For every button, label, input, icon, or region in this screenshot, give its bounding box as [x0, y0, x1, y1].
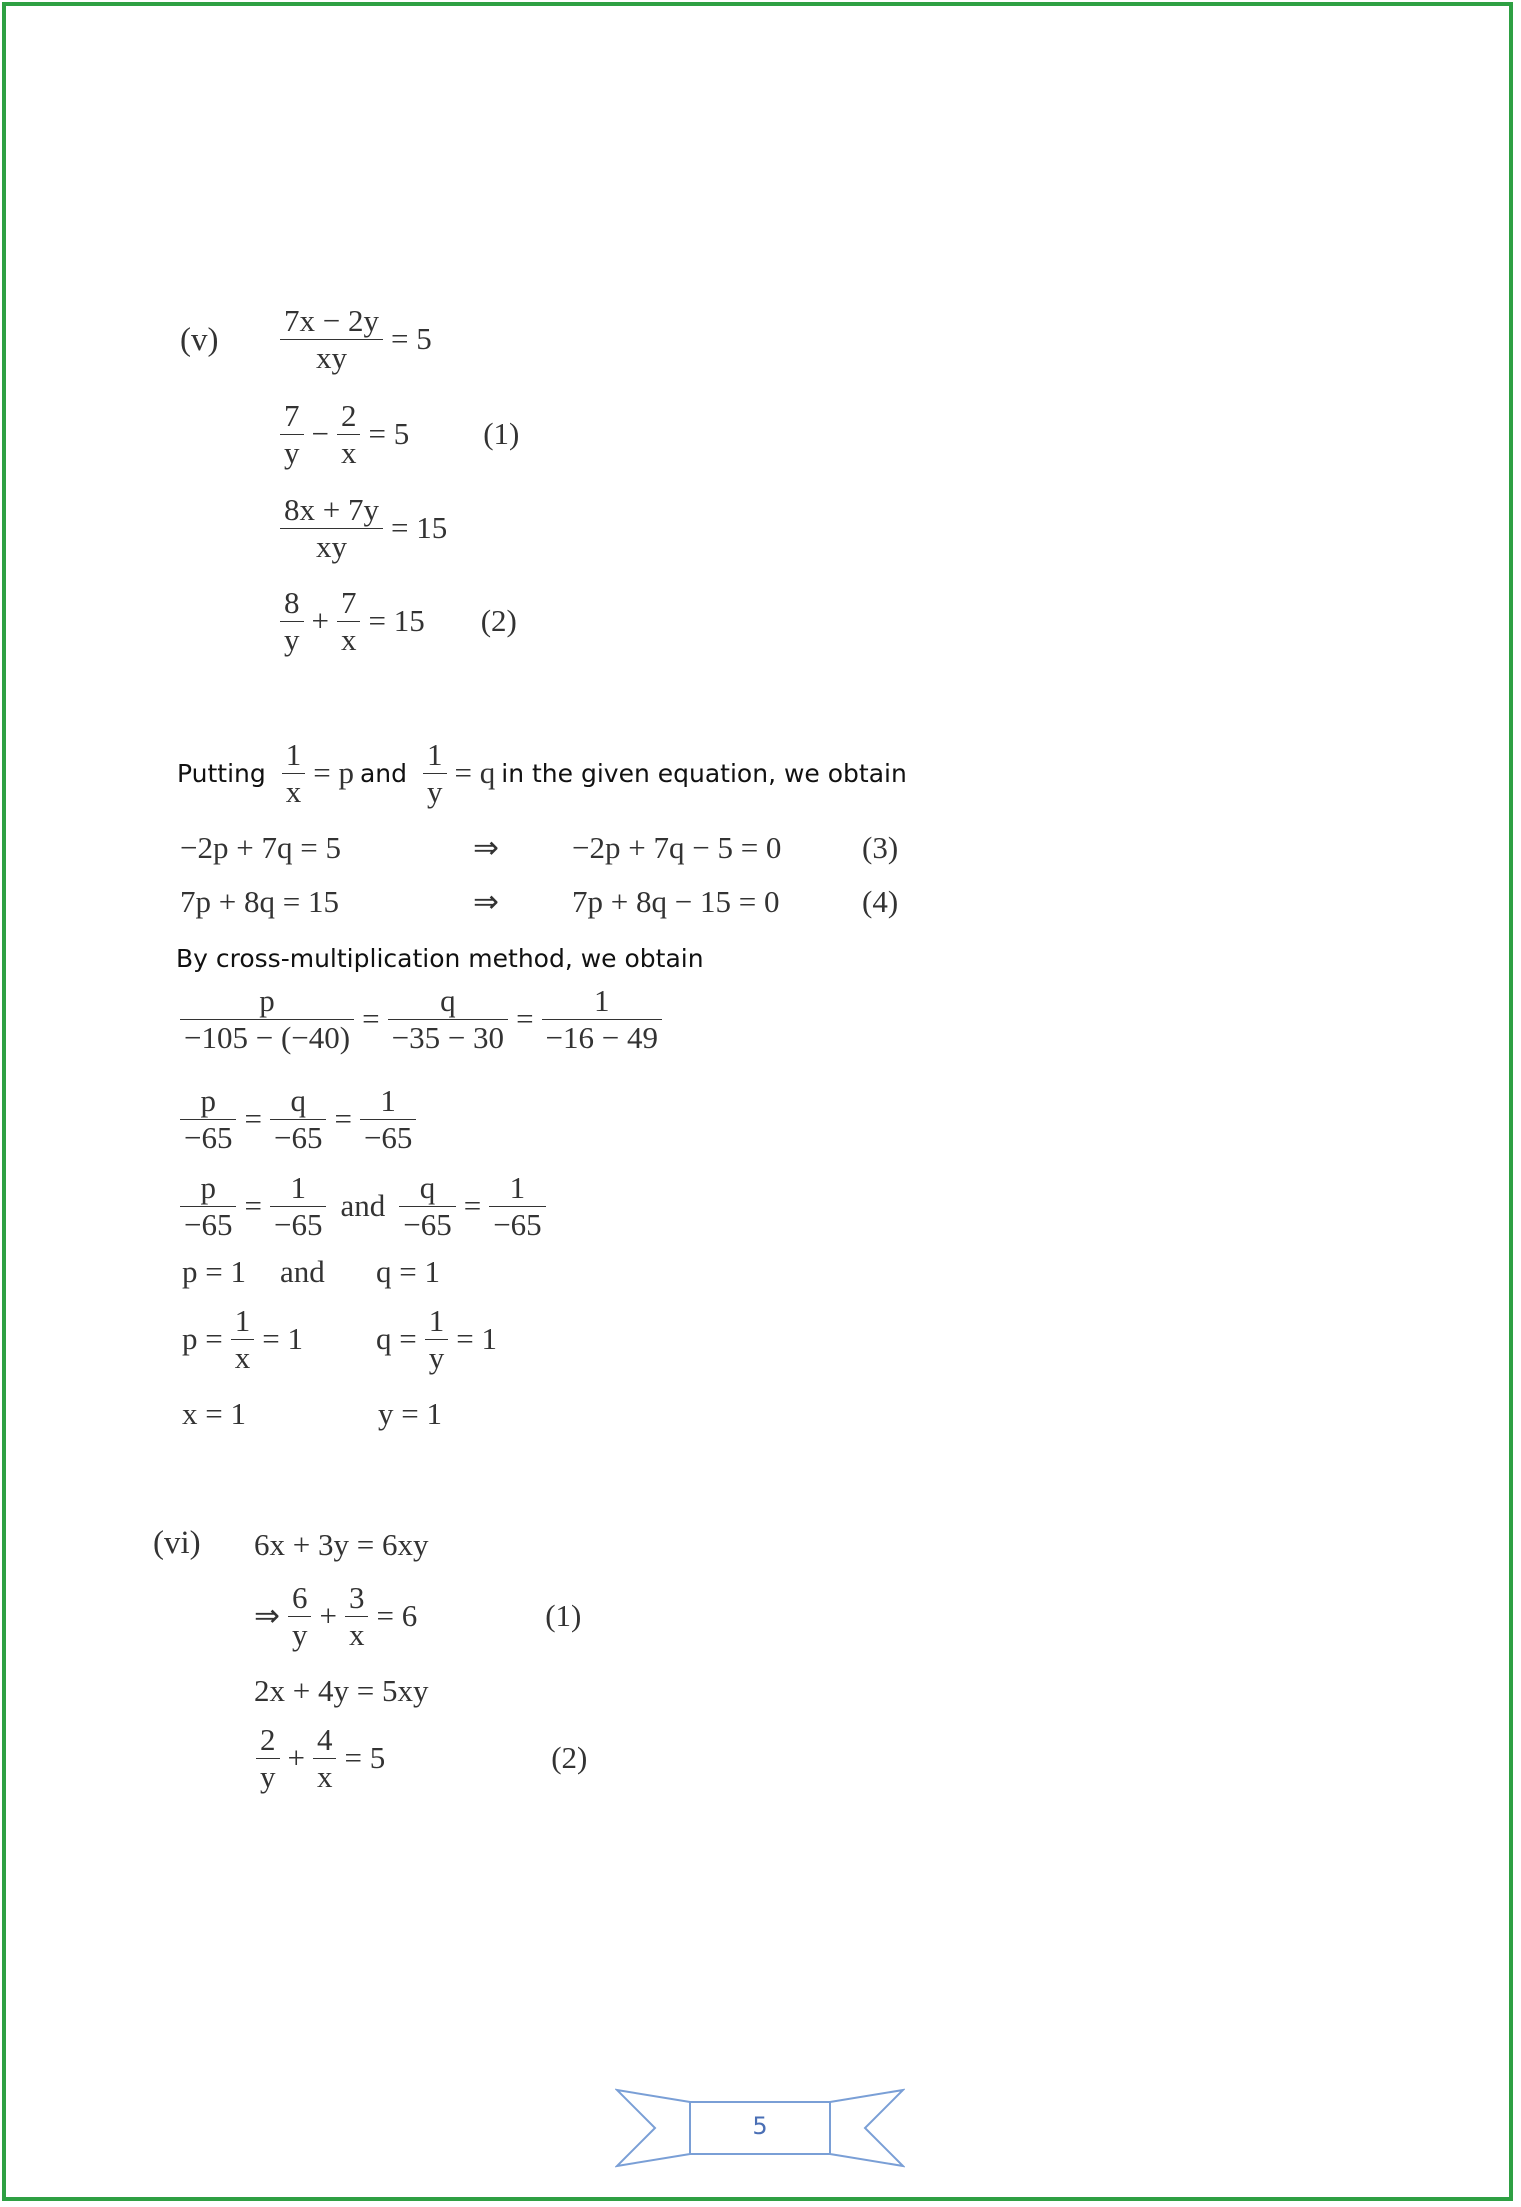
equation-tag: (1) — [545, 1598, 582, 1634]
v-equation-1: $\frac{7x - 2y}{xy}$ = 5 — [278, 303, 432, 375]
fraction: $\frac{2}{y}$ — [256, 1722, 280, 1794]
fraction: $\frac{1}{-16 - 49}$ — [542, 983, 662, 1055]
and-word: and — [280, 1254, 325, 1289]
fraction: $\frac{1}{x}$ — [282, 737, 306, 809]
fraction: $\frac{1}{-65}$ — [360, 1083, 416, 1155]
fraction: $\frac{7}{y}$ — [280, 398, 304, 470]
part-v-label: (v) — [180, 322, 219, 358]
vi-equation-1: 6x + 3y = 6xy — [254, 1527, 429, 1562]
fraction: $\frac{7}{x}$ — [337, 585, 361, 657]
fraction: $\frac{q}{-65}$ — [270, 1083, 326, 1155]
v-equation-4: $\frac{8}{y}$ + $\frac{7}{x}$ = 15 (2) — [278, 585, 517, 657]
reciprocal-q: q = $\frac{1}{y}$ = 1 — [376, 1303, 497, 1375]
cross-multiplication-text: By cross-multiplication method, we obtain — [176, 944, 704, 973]
cross-multiplication-equation: $\frac{p}{-105 - (-40)}$ = $\frac{q}{-35 - 30}$ = $\frac{1}{-16 - 49}$ — [178, 983, 664, 1055]
fraction: $\frac{1}{-65}$ — [489, 1170, 545, 1242]
equation-tag: (2) — [551, 1740, 588, 1776]
fraction: $\frac{2}{x}$ — [337, 398, 361, 470]
fraction: $\frac{q}{-35 - 30}$ — [388, 983, 508, 1055]
fraction: $\frac{q}{-65}$ — [399, 1170, 455, 1242]
separated-ratio-equations: $\frac{p}{-65}$ = $\frac{1}{-65}$ and $\frac{q}{-65}$ = $\frac{1}{-65}$ — [178, 1170, 548, 1242]
linear-equation-4-left: 7p + 8q = 15 — [180, 884, 339, 919]
fraction: $\frac{p}{-65}$ — [180, 1170, 236, 1242]
vi-equation-3: 2x + 4y = 5xy — [254, 1673, 429, 1708]
implies-arrow: ⇒ — [473, 830, 499, 865]
fraction: $\frac{8x + 7y}{xy}$ — [280, 492, 383, 564]
fraction: $\frac{1}{-65}$ — [270, 1170, 326, 1242]
fraction: $\frac{6}{y}$ — [288, 1580, 312, 1652]
fraction: $\frac{8}{y}$ — [280, 585, 304, 657]
result-x: x = 1 — [182, 1396, 246, 1431]
page-number: 5 — [752, 2112, 768, 2140]
result-q: q = 1 — [376, 1254, 440, 1289]
result-y: y = 1 — [378, 1396, 442, 1431]
fraction: $\frac{p}{-105 - (-40)}$ — [180, 983, 354, 1055]
linear-equation-3-right: −2p + 7q − 5 = 0 — [572, 830, 782, 865]
fraction: $\frac{7x - 2y}{xy}$ — [280, 303, 383, 375]
implies-arrow: ⇒ — [473, 884, 499, 919]
fraction: $\frac{1}{x}$ — [231, 1303, 255, 1375]
v-equation-3: $\frac{8x + 7y}{xy}$ = 15 — [278, 492, 447, 564]
equation-tag: (3) — [862, 830, 899, 865]
fraction: $\frac{3}{x}$ — [345, 1580, 369, 1652]
part-vi-label: (vi) — [153, 1525, 201, 1561]
page-number-badge — [615, 2088, 905, 2168]
fraction: $\frac{p}{-65}$ — [180, 1083, 236, 1155]
fraction: $\frac{4}{x}$ — [313, 1722, 337, 1794]
v-equation-2: $\frac{7}{y}$ − $\frac{2}{x}$ = 5 (1) — [278, 398, 519, 470]
fraction: $\frac{1}{y}$ — [423, 737, 447, 809]
reciprocal-p: p = $\frac{1}{x}$ = 1 — [182, 1303, 303, 1375]
linear-equation-3-left: −2p + 7q = 5 — [180, 830, 341, 865]
vi-equation-2: ⇒ $\frac{6}{y}$ + $\frac{3}{x}$ = 6 (1) — [254, 1580, 582, 1652]
equation-tag: (2) — [480, 603, 517, 639]
result-p: p = 1 — [182, 1254, 246, 1289]
equation-tag: (1) — [483, 416, 520, 452]
fraction: $\frac{1}{y}$ — [425, 1303, 449, 1375]
vi-equation-4: $\frac{2}{y}$ + $\frac{4}{x}$ = 5 (2) — [254, 1722, 587, 1794]
linear-equation-4-right: 7p + 8q − 15 = 0 — [572, 884, 780, 919]
substitution-sentence: Putting $\frac{1}{x}$ = p and $\frac{1}{y}$ = q in the given equation, we obtain — [177, 737, 907, 809]
equation-tag: (4) — [862, 884, 899, 919]
simplified-ratio-equation: $\frac{p}{-65}$ = $\frac{q}{-65}$ = $\frac{1}{-65}$ — [178, 1083, 418, 1155]
